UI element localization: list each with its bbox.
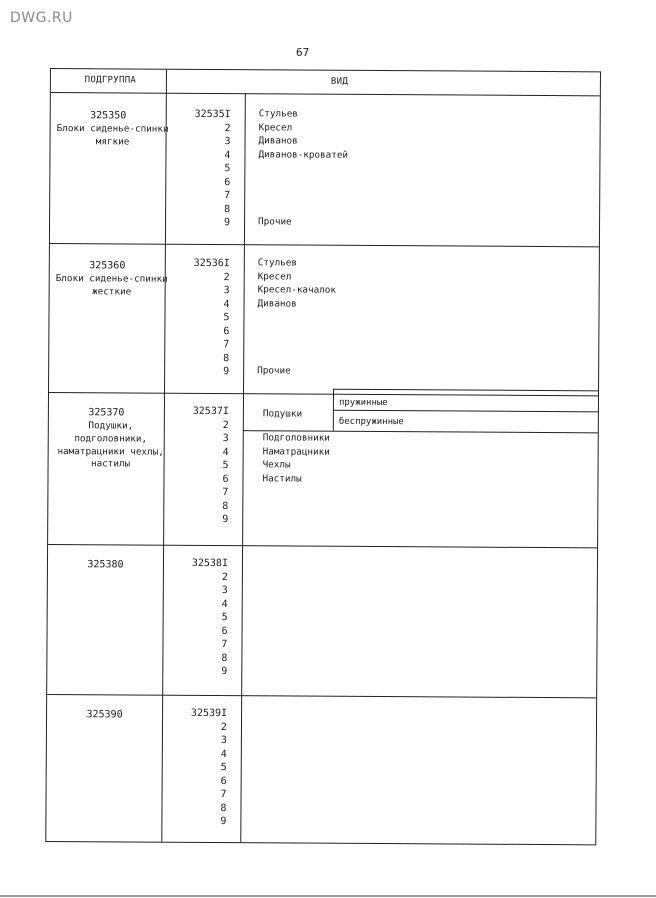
item-code: 7 [220,789,227,801]
item-code: 5 [221,612,228,624]
pillows-label: Подушки [262,408,303,420]
kind-column-divider [243,245,245,394]
kind-column-divider [241,546,243,696]
item-code: 3 [221,585,228,597]
kind-label: Кресел-качалок [257,284,337,296]
subgroup-description: Блоки сиденье-спинки мягкие [56,123,169,148]
kind-label: Стульев [257,257,298,269]
section-325370 [48,393,598,548]
section-325360 [49,244,599,396]
header-kind: ВИД [330,76,349,87]
item-code: 5 [222,460,229,472]
kind-label: Прочие [258,216,292,228]
subgroup-code: 325360 [89,260,126,272]
kind-label: Настилы [262,472,302,485]
item-code: 3 [223,285,230,297]
item-code: 3 [220,735,227,747]
item-code: 8 [220,802,227,814]
item-code: 8 [222,500,229,512]
item-code: 6 [222,473,229,485]
item-code: 2 [222,419,229,431]
kind-label: Наматрацники [262,445,330,458]
section-325390 [46,695,596,844]
header-subgroup: ПОДГРУППА [84,75,137,86]
item-code: 7 [224,190,231,202]
item-code: 8 [223,352,230,364]
item-code: 32536I [193,257,230,270]
subgroup-code: 325390 [86,709,123,721]
item-code: 4 [222,446,229,458]
item-code: 32538I [191,557,229,570]
kind-label: Диванов [258,135,298,147]
pillows-spring: пружинные [338,397,388,409]
item-code: 9 [223,217,231,229]
kind-column-divider [240,696,242,842]
kind-label: Диванов [257,297,297,310]
kind-label: Чехлы [262,459,291,471]
item-code: 7 [222,487,229,499]
item-code: 6 [221,625,228,637]
item-code: 5 [224,163,231,175]
subgroup-code: 325380 [87,559,124,571]
item-code: 8 [224,203,231,215]
item-code: 32539I [190,707,228,720]
item-code: 9 [221,666,228,678]
item-code: 6 [223,325,230,337]
item-code: 4 [223,298,230,310]
bottom-rule [0,895,656,897]
item-code: 6 [220,775,227,787]
item-code: 4 [221,598,228,610]
subgroup-description: Блоки сиденье-спинки жесткие [55,273,168,298]
item-code: 8 [221,652,228,664]
subgroup-code: 325350 [90,110,127,122]
subgroup-code: 325370 [88,407,125,419]
classification-table [45,68,601,845]
item-code: 2 [224,122,231,134]
kind-label: Подголовники [262,432,330,444]
item-code: 4 [220,748,227,760]
item-code: 4 [224,149,231,161]
watermark-text: DWG.RU [10,10,73,26]
item-code: 7 [221,639,228,651]
kind-label: Стульев [258,108,298,120]
item-code: 9 [222,514,229,526]
item-code: 7 [223,339,230,351]
item-code: 3 [224,136,231,148]
item-code: 32537I [192,405,229,418]
kind-column-divider [242,394,244,546]
item-code: 3 [222,433,229,445]
section-325350 [50,92,600,247]
kind-label: Прочие [257,365,291,377]
kind-label: Кресел [258,121,293,133]
kind-column-divider [244,93,246,245]
section-325380 [47,545,597,698]
item-code: 32535I [194,108,231,121]
item-code: 9 [223,366,230,378]
item-code: 6 [224,176,231,188]
item-code: 9 [220,816,227,828]
item-code: 2 [220,721,228,733]
item-code: 5 [220,762,227,774]
item-code: 2 [221,571,228,583]
item-code: 5 [223,312,230,324]
item-code: 2 [223,271,230,283]
pillow-box-middle [333,410,598,413]
kind-label: Диванов-кроватей [258,148,349,161]
page-number: 67 [296,46,310,59]
subgroup-description: Подушки, подголовники, наматрацники чехлы, настилы [57,420,164,470]
kind-label: Кресел [257,270,292,282]
pillows-springless: беспружинные [338,416,404,428]
